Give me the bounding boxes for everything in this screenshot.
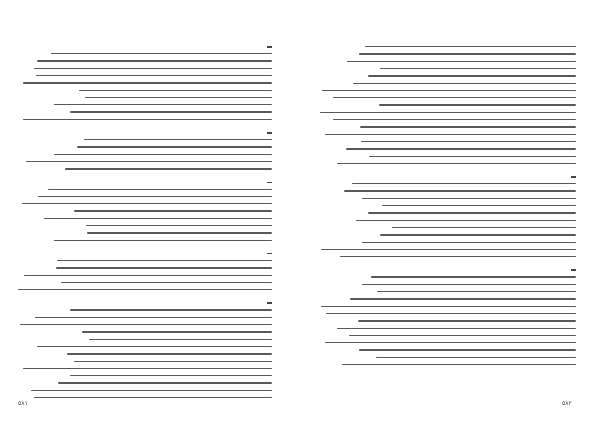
verse-line bbox=[377, 291, 576, 292]
verse-line bbox=[320, 112, 576, 113]
verse-line bbox=[18, 289, 272, 290]
verse-line bbox=[89, 339, 272, 340]
verse-line bbox=[349, 335, 576, 336]
verse-line bbox=[23, 368, 272, 369]
section-marker bbox=[267, 132, 272, 134]
verse-line bbox=[359, 53, 576, 54]
verse-line bbox=[85, 97, 272, 98]
verse-line bbox=[44, 218, 272, 219]
page-number-left: ۵۸۱ bbox=[18, 400, 28, 407]
verse-line bbox=[321, 306, 576, 307]
verse-line bbox=[74, 210, 272, 211]
verse-line bbox=[65, 168, 272, 169]
verse-line bbox=[326, 313, 576, 314]
verse-line bbox=[371, 276, 576, 277]
verse-line bbox=[67, 353, 272, 354]
verse-line bbox=[34, 397, 272, 398]
verse-line bbox=[35, 317, 272, 318]
verse-line bbox=[346, 148, 576, 149]
section-marker bbox=[571, 269, 576, 271]
verse-line bbox=[337, 163, 576, 164]
verse-line bbox=[376, 357, 576, 358]
verse-line bbox=[70, 309, 272, 310]
verse-line bbox=[344, 190, 576, 191]
right-page bbox=[300, 0, 600, 424]
verse-line bbox=[22, 203, 272, 204]
verse-line bbox=[23, 119, 272, 120]
verse-line bbox=[380, 68, 576, 69]
section-marker bbox=[267, 253, 272, 255]
verse-line bbox=[333, 97, 576, 98]
verse-line bbox=[31, 390, 272, 391]
verse-line bbox=[38, 196, 272, 197]
verse-line bbox=[86, 225, 272, 226]
verse-line bbox=[23, 82, 272, 83]
verse-line bbox=[360, 126, 576, 127]
verse-line bbox=[368, 212, 576, 213]
verse-line bbox=[337, 328, 576, 329]
verse-line bbox=[358, 320, 576, 321]
verse-line bbox=[369, 156, 576, 157]
verse-line bbox=[48, 189, 272, 190]
verse-line bbox=[352, 183, 576, 184]
verse-line bbox=[36, 75, 272, 76]
verse-line bbox=[79, 90, 272, 91]
verse-line bbox=[322, 90, 576, 91]
verse-line bbox=[325, 342, 576, 343]
verse-line bbox=[26, 161, 272, 162]
verse-line bbox=[368, 75, 576, 76]
verse-line bbox=[82, 331, 272, 332]
page-number-right: ۵۸۲ bbox=[562, 400, 572, 407]
verse-line bbox=[325, 134, 576, 135]
section-marker bbox=[267, 302, 272, 304]
verse-line bbox=[359, 349, 576, 350]
verse-line bbox=[74, 361, 272, 362]
verse-line bbox=[380, 234, 576, 235]
verse-line bbox=[347, 61, 576, 62]
verse-line bbox=[24, 275, 272, 276]
verse-line bbox=[362, 242, 576, 243]
verse-line bbox=[87, 232, 272, 233]
section-marker bbox=[267, 182, 272, 184]
verse-line bbox=[57, 260, 272, 261]
verse-line bbox=[84, 139, 272, 140]
verse-line bbox=[361, 141, 576, 142]
verse-line bbox=[392, 227, 576, 228]
verse-line bbox=[58, 382, 272, 383]
verse-line bbox=[77, 146, 272, 147]
verse-line bbox=[70, 375, 272, 376]
verse-line bbox=[61, 282, 272, 283]
verse-line bbox=[353, 83, 576, 84]
verse-line bbox=[34, 68, 272, 69]
verse-line bbox=[37, 346, 272, 347]
verse-line bbox=[340, 256, 576, 257]
verse-line bbox=[54, 240, 272, 241]
verse-line bbox=[54, 104, 272, 105]
verse-line bbox=[350, 298, 576, 299]
section-marker bbox=[571, 176, 576, 178]
verse-line bbox=[56, 267, 272, 268]
verse-line bbox=[362, 198, 576, 199]
verse-line bbox=[356, 220, 576, 221]
verse-line bbox=[333, 119, 576, 120]
verse-line bbox=[362, 284, 576, 285]
verse-line bbox=[54, 154, 272, 155]
verse-line bbox=[382, 205, 576, 206]
verse-line bbox=[379, 104, 576, 105]
verse-line bbox=[342, 364, 576, 365]
section-marker bbox=[267, 46, 272, 48]
verse-line bbox=[70, 111, 272, 112]
verse-line bbox=[37, 60, 272, 61]
verse-line bbox=[365, 46, 576, 47]
verse-line bbox=[20, 324, 272, 325]
verse-line bbox=[321, 249, 576, 250]
verse-line bbox=[51, 53, 272, 54]
